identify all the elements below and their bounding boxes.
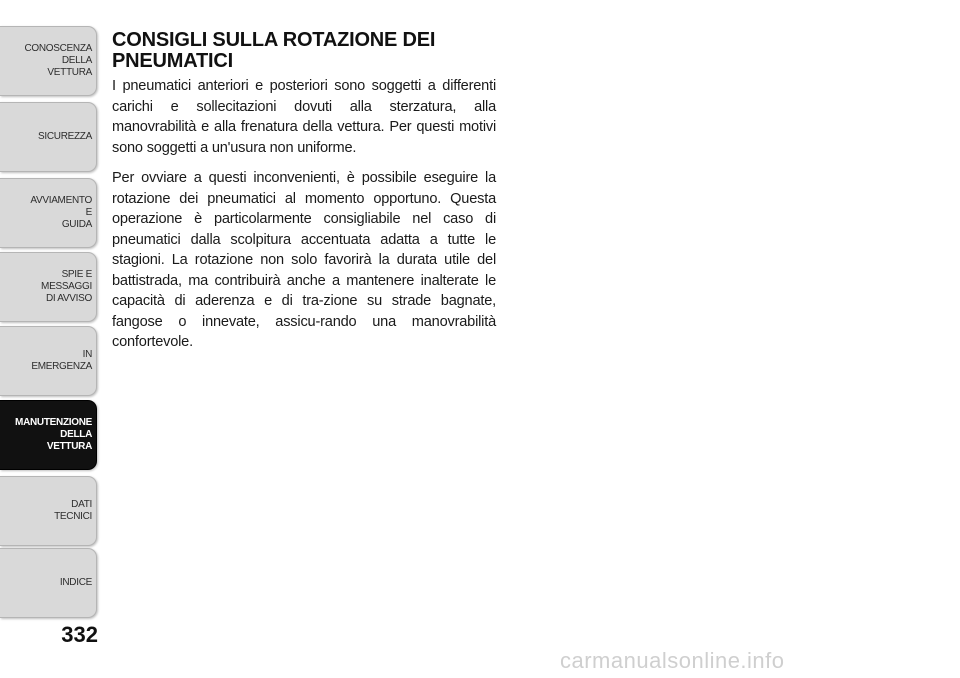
section-title: CONSIGLI SULLA ROTAZIONE DEI PNEUMATICI (112, 29, 436, 72)
tab-label-line: MESSAGGI (41, 281, 92, 292)
tab-manutenzione-della-vettura[interactable] (0, 400, 97, 470)
tab-label-line: CONOSCENZA (24, 43, 92, 54)
tab-label-line: SICUREZZA (38, 131, 92, 142)
tab-label-line: E (85, 207, 92, 218)
tab-label-line: MANUTENZIONE (15, 417, 92, 428)
tab-label-line: TECNICI (54, 511, 92, 522)
main-content (112, 30, 496, 363)
tab-label-line: DELLA (61, 55, 92, 66)
tab-indice[interactable] (0, 548, 97, 618)
tab-label-line: INDICE (59, 577, 92, 588)
tab-label-line: AVVIAMENTO (30, 195, 92, 206)
tab-label-line: DELLA (60, 429, 92, 440)
tab-label-line: DI AVVISO (45, 293, 92, 304)
tab-spie-e-messaggi-di-avviso[interactable] (0, 252, 97, 322)
tab-avviamento-e-guida[interactable] (0, 178, 97, 248)
tab-label-line: IN (82, 349, 92, 360)
tab-dati-tecnici[interactable] (0, 476, 97, 546)
tab-label-line: SPIE E (61, 269, 92, 280)
tab-conoscenza-della-vettura[interactable] (0, 26, 97, 96)
page-number: 332 (61, 622, 98, 647)
watermark: carmanualsonline.info (560, 648, 785, 673)
tab-label-line: EMERGENZA (31, 361, 92, 372)
tab-label-line: DATI (71, 499, 92, 510)
tab-in-emergenza[interactable] (0, 326, 97, 396)
tab-sicurezza[interactable] (0, 102, 97, 172)
paragraph: I pneumatici anteriori e posteriori sono soggetti a differenti carichi e sollecitazioni dovuti alla sterzatura, alla manovrabilità e alla frenatura della vettura. Per questi motivi sono soggetti a un'usura non uniforme. (112, 78, 496, 156)
tab-label-line: GUIDA (61, 219, 92, 230)
tab-label-line: VETTURA (46, 441, 92, 452)
tab-label-line: VETTURA (47, 67, 92, 78)
paragraph: Per ovviare a questi inconvenienti, è possibile eseguire la rotazione dei pneumatici al momento opportuno. Questa operazione è particolarmente consigliabile nel caso di pneumatici dalla scolpitura accentuata adatta a tutte le stagioni. La rotazione non solo favorirà la durata utile del battistrada, ma contribuirà anche a mantenere inalterate le capacità di aderenza e di tra-zione su strade bagnate, fangose o innevate, assicu-rando una manovrabilità confortevole. (112, 170, 496, 350)
